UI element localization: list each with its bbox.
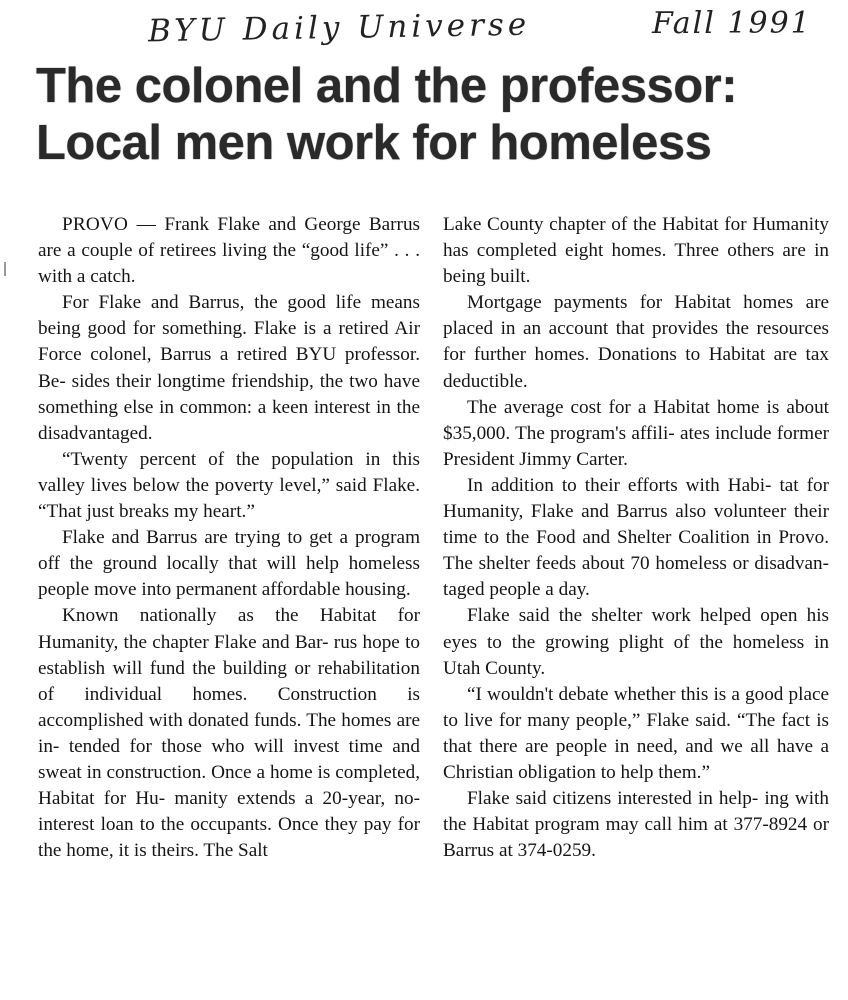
- paragraph: Flake and Barrus are trying to get a program off the ground locally that will help homeless people move into permanent affordable housing.: [38, 527, 420, 601]
- paragraph: Mortgage payments for Habitat homes are placed in an account that provides the resources for further homes. Donations to Habitat are tax deductible.: [443, 292, 829, 392]
- paragraph: Lake County chapter of the Habitat for Humanity has completed eight homes. Three others are in being built.: [443, 214, 829, 288]
- handwritten-date-note: Fall 1991: [652, 6, 812, 41]
- paragraph: The average cost for a Habitat home is about $35,000. The program's affili- ates include former President Jimmy Carter.: [443, 396, 829, 470]
- paragraph: Known nationally as the Habitat for Humanity, the chapter Flake and Bar- rus hope to establish will fund the building or rehabilitation of individual homes. Construction is accomplished with donated funds. The homes are in- tended for those who will invest time and sweat in construction. Once a home is completed, Habitat for Hu- manity extends a 20-year, no-interest loan to the occupants. Once they pay for the home, it is theirs. The Salt: [38, 605, 420, 862]
- handwritten-annotation: [0, 6, 848, 58]
- handwritten-source-note: BYU Daily Universe: [147, 6, 531, 50]
- headline-line-1: The colonel and the professor:: [36, 59, 738, 113]
- left-column: [38, 212, 420, 864]
- article-body: [38, 212, 828, 992]
- headline-line-2: Local men work for homeless: [36, 116, 712, 170]
- dateline: PROVO —: [62, 214, 156, 235]
- paragraph: Flake said citizens interested in help- ing with the Habitat program may call him at 377-8924 or Barrus at 374-0259.: [443, 788, 829, 862]
- paragraph: “I wouldn't debate whether this is a good place to live for many people,” Flake said. “The fact is that there are people in need, and we all have a Christian obligation to help them.”: [443, 683, 829, 783]
- paragraph: “Twenty percent of the population in this valley lives below the poverty level,” said Flake. “That just breaks my heart.”: [38, 448, 420, 523]
- paragraph-text: Frank Flake and George Barrus are a couple of retirees living the “good life” . . . with a catch.: [38, 214, 421, 288]
- article-headline: [36, 58, 826, 172]
- right-column: [443, 212, 829, 864]
- scan-edge-mark: [4, 262, 6, 276]
- paragraph: In addition to their efforts with Habi- tat for Humanity, Flake and Barrus also volunteer their time to the Food and Shelter Coalition in Provo. The shelter feeds about 70 homeless or disadvan- taged people a day.: [443, 474, 829, 601]
- paragraph: Flake said the shelter work helped open his eyes to the growing plight of the homeless in Utah County.: [443, 605, 829, 679]
- paragraph: For Flake and Barrus, the good life means being good for something. Flake is a retired Air Force colonel, Barrus a retired BYU professor. Be- sides their longtime friendship, the two have something else in common: a keen interest in the disadvantaged.: [38, 292, 420, 444]
- paragraph: [38, 212, 420, 290]
